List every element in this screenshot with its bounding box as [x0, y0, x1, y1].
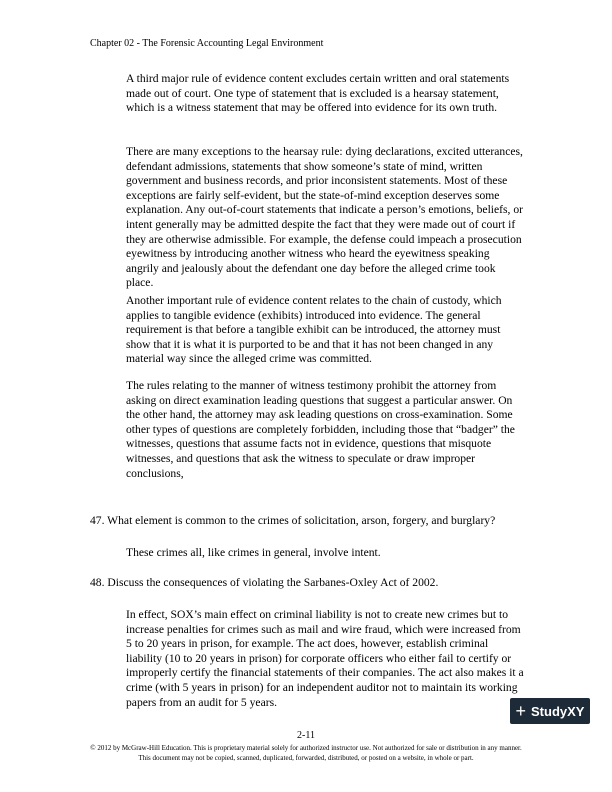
page-number: 2-11: [297, 730, 315, 741]
paragraph-witness-testimony: The rules relating to the manner of witness testimony prohibit the attorney from asking on direct examination leading questions that suggest a particular answer. On the other hand, the attorney may ask leading questions on cross-examination. Some other types of questions are completely forbidden, including those that “badger” the witnesses, questions that assume facts not in evidence, questions that misquote witnesses, and questions that ask the witness to speculate or draw improper conclusions,: [126, 379, 515, 480]
paragraph-hearsay-exceptions: There are many exceptions to the hearsay rule: dying declarations, excited utterances, defendant admissions, statements that show someone’s state of mind, written government and business records, and prior inconsistent statements. Most of these exceptions are fairly self-evident, but the state-of-mind exception deserves some explanation. Any out-of-court statements that indicate a person’s emotions, beliefs, or intent generally may be admitted despite the fact that they were made out of court if they are otherwise admissible. For example, the defense could impeach a prosecution eyewitness by introducing another witness who heard the eyewitness speaking angrily and jealously about the defendant one day before the alleged crime took place.: [126, 145, 523, 290]
answer-47: These crimes all, like crimes in general, involve intent.: [126, 546, 381, 559]
copyright-footer: © 2012 by McGraw-Hill Education. This is proprietary material solely for authorized instructor use. Not authorized for sale or distribution in any manner. This document may not be copied, scanned, duplicated, forwarded, distributed, or posted on a website, in whole or part.: [90, 744, 522, 762]
page-header: Chapter 02 - The Forensic Accounting Legal Environment: [90, 38, 324, 49]
studyxy-logo[interactable]: [510, 698, 590, 724]
paragraph-hearsay-rule: A third major rule of evidence content excludes certain written and oral statements made out of court. One type of statement that is excluded is a hearsay statement, which is a witness statement that may be offered into evidence for its own truth.: [126, 72, 510, 115]
question-48: 48. Discuss the consequences of violating the Sarbanes-Oxley Act of 2002.: [90, 576, 439, 589]
plus-icon: +: [515, 701, 527, 721]
paragraph-chain-of-custody: Another important rule of evidence content relates to the chain of custody, which applies to tangible evidence (exhibits) introduced into evidence. The general requirement is that before a tangible exhibit can be introduced, the attorney must show that it is what it is purported to be and that it has not been changed in any material way since the alleged crime was committed.: [126, 294, 502, 366]
logo-text: StudyXY: [531, 703, 585, 719]
question-47: 47. What element is common to the crimes of solicitation, arson, forgery, and burglary?: [90, 514, 496, 527]
answer-48: In effect, SOX’s main effect on criminal liability is not to create new crimes but to increase penalties for crimes such as mail and wire fraud, which were increased from 5 to 20 years in prison, for example. The act does, however, establish criminal liability (10 to 20 years in prison) for corporate officers who either fail to certify or improperly certify the financial statements of their companies. The act also makes it a crime (with 5 years in prison) for an independent auditor not to maintain its working papers from an audit for 5 years.: [126, 608, 524, 709]
